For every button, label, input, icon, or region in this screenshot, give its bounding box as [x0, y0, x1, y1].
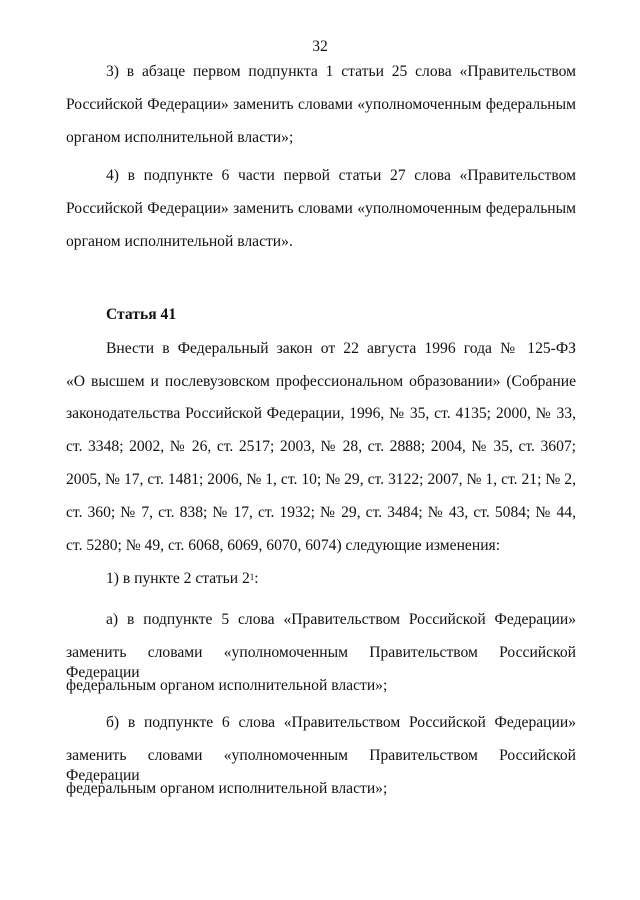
text: : [254, 570, 259, 587]
superscript: 1 [249, 572, 255, 582]
text-line: Российской Федерации» заменить словами «уполномоченным федеральным [66, 200, 576, 217]
page-number: 32 [312, 38, 328, 55]
text-line: заменить словами «уполномоченным Правительством Российской Федерации [66, 644, 576, 681]
text-line: 3) в абзаце первом подпункта 1 статьи 25 слова «Правительством [106, 63, 576, 80]
article-heading: Статья 41 [106, 306, 177, 323]
text-line: «О высшем и послевузовском профессиональном образовании» (Собрание [66, 373, 576, 390]
text: 1) в пункте 2 статьи 2 [106, 570, 250, 587]
text-line: ст. 360; № 7, ст. 838; № 17, ст. 1932; № 29, ст. 3484; № 43, ст. 5084; № 44, [66, 504, 576, 521]
text-line: б) в подпункте 6 слова «Правительством Российской Федерации» [106, 714, 576, 731]
text-line: 2005, № 17, ст. 1481; 2006, № 1, ст. 10; № 29, ст. 3122; 2007, № 1, ст. 21; № 2, [66, 471, 576, 488]
text-line: а) в подпункте 5 слова «Правительством Российской Федерации» [106, 611, 576, 628]
text-line: федеральным органом исполнительной власти»; [66, 677, 388, 694]
text-line: ст. 3348; 2002, № 26, ст. 2517; 2003, № 28, ст. 2888; 2004, № 35, ст. 3607; [66, 438, 576, 455]
text-line: органом исполнительной власти». [66, 233, 293, 250]
text-line: Внести в Федеральный закон от 22 августа 1996 года № 125-ФЗ [106, 340, 576, 357]
item-1-heading [106, 569, 576, 589]
text-line: заменить словами «уполномоченным Правительством Российской Федерации [66, 747, 576, 784]
text-line: органом исполнительной власти»; [66, 129, 294, 146]
text-line: 4) в подпункте 6 части первой статьи 27 слова «Правительством [106, 167, 576, 184]
text-line: Российской Федерации» заменить словами «уполномоченным федеральным [66, 96, 576, 113]
text-line: федеральным органом исполнительной власти»; [66, 780, 388, 797]
text-line: ст. 5280; № 49, ст. 6068, 6069, 6070, 6074) следующие изменения: [66, 537, 501, 554]
text-line: законодательства Российской Федерации, 1996, № 35, ст. 4135; 2000, № 33, [66, 405, 576, 422]
